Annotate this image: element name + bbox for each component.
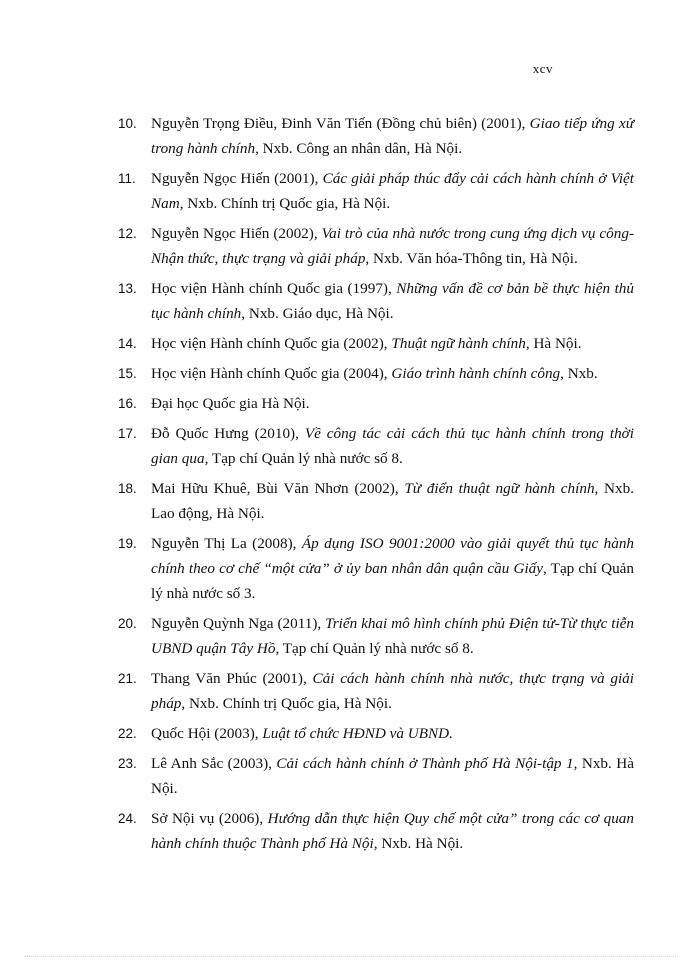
reference-publisher: , Tạp chí Quản lý nhà nước số 3. xyxy=(151,560,634,602)
reference-publisher: Nxb. Hà Nội. xyxy=(377,835,464,852)
reference-item xyxy=(118,361,634,386)
reference-item xyxy=(118,391,634,416)
reference-title: Vai trò của nhà nước trong cung ứng dịch vụ công-Nhận thức, thực trạng và giải pháp xyxy=(151,225,634,267)
reference-text xyxy=(151,276,634,326)
reference-text xyxy=(151,531,634,606)
reference-text xyxy=(151,611,634,661)
reference-publisher: , Nxb. xyxy=(560,365,598,382)
reference-author: Học viện Hành chính Quốc gia (2004), xyxy=(151,365,392,382)
reference-author: Đại học Quốc gia Hà Nội. xyxy=(151,395,310,412)
reference-list xyxy=(118,111,634,861)
reference-publisher: , Nxb. Chính trị Quốc gia, Hà Nội. xyxy=(181,695,392,712)
reference-item xyxy=(118,221,634,271)
reference-text xyxy=(151,666,634,716)
reference-publisher: , Nxb. Chính trị Quốc gia, Hà Nội. xyxy=(179,195,391,212)
reference-text xyxy=(151,391,634,416)
reference-author: Sở Nội vụ (2006), xyxy=(151,810,268,827)
reference-author: Nguyễn Trọng Điều, Đinh Văn Tiến (Đồng chủ biên) (2001), xyxy=(151,115,530,132)
reference-number: 20. xyxy=(118,616,137,631)
reference-title: Cải cách hành chính nhà nước, thực trạng và giải pháp xyxy=(151,670,634,712)
reference-text xyxy=(151,751,634,801)
reference-item xyxy=(118,421,634,471)
reference-item xyxy=(118,721,634,746)
reference-title: Các giải pháp thúc đẩy cải cách hành chính ở Việt Nam xyxy=(151,170,634,212)
reference-text xyxy=(151,111,634,161)
reference-title: Từ điển thuật ngữ hành chính xyxy=(404,480,595,497)
reference-item xyxy=(118,806,634,856)
reference-title: Triển khai mô hình chính phủ Điện tử-Từ thực tiễn UBND quận Tây Hồ xyxy=(151,615,635,657)
reference-author: Quốc Hội (2003), xyxy=(151,725,263,742)
reference-author: Học viện Hành chính Quốc gia (2002), xyxy=(151,335,392,352)
reference-number: 12. xyxy=(118,226,137,241)
reference-author: Đỗ Quốc Hưng (2010), xyxy=(151,425,305,442)
reference-item xyxy=(118,276,634,326)
reference-author: Nguyễn Ngọc Hiến (2001), xyxy=(151,170,323,187)
reference-item xyxy=(118,611,634,661)
reference-title: Những vấn đề cơ bản bề thực hiện thủ tục hành chính xyxy=(151,280,634,322)
reference-publisher: , Nxb. Văn hóa-Thông tin, Hà Nội. xyxy=(365,250,578,267)
reference-author: Nguyễn Quỳnh Nga (2011), xyxy=(151,615,326,632)
reference-item xyxy=(118,331,634,356)
reference-number: 14. xyxy=(118,336,137,351)
reference-title: Thuật ngữ hành chính xyxy=(391,335,526,352)
reference-item xyxy=(118,111,634,161)
reference-item xyxy=(118,166,634,216)
reference-publisher: , Nxb. Công an nhân dân, Hà Nội. xyxy=(255,140,463,157)
reference-number: 22. xyxy=(118,726,137,741)
reference-number: 21. xyxy=(118,671,137,686)
reference-number: 17. xyxy=(118,426,137,441)
reference-author: Lê Anh Sắc (2003), xyxy=(151,755,277,772)
reference-text xyxy=(151,421,634,471)
reference-item xyxy=(118,666,634,716)
reference-title: Về công tác cải cách thủ tục hành chính trong thời gian qua xyxy=(151,425,634,467)
reference-author: Thang Văn Phúc (2001), xyxy=(151,670,313,687)
reference-item xyxy=(118,751,634,801)
reference-title: Hướng dẫn thực hiện Quy chế một cửa” trong các cơ quan hành chính thuộc Thành phố Hà Nội, xyxy=(151,810,634,852)
reference-title: Giáo trình hành chính công xyxy=(391,365,561,382)
page-number: xcv xyxy=(532,61,553,76)
reference-number: 15. xyxy=(118,366,137,381)
reference-author: Học viện Hành chính Quốc gia (1997), xyxy=(151,280,397,297)
reference-number: 19. xyxy=(118,536,137,551)
reference-title: Luật tổ chức HĐND và UBND. xyxy=(262,725,453,742)
reference-publisher: , Nxb. Giáo dục, Hà Nội. xyxy=(241,305,394,322)
reference-number: 18. xyxy=(118,481,137,496)
reference-number: 23. xyxy=(118,756,137,771)
page-bottom-divider xyxy=(24,956,676,957)
reference-author: Mai Hữu Khuê, Bùi Văn Nhơn (2002), xyxy=(151,480,405,497)
reference-number: 24. xyxy=(118,811,137,826)
reference-title: Cải cách hành chính ở Thành phố Hà Nội-tập 1 xyxy=(276,755,574,772)
reference-text xyxy=(151,331,634,356)
reference-text xyxy=(151,476,634,526)
reference-publisher: , Nxb. Lao động, Hà Nội. xyxy=(151,480,635,522)
reference-number: 13. xyxy=(118,281,137,296)
reference-title: Giao tiếp ứng xử trong hành chính xyxy=(151,115,634,157)
reference-text xyxy=(151,166,634,216)
reference-number: 11. xyxy=(118,171,136,186)
reference-publisher: , Nxb. Hà Nội. xyxy=(151,755,634,797)
reference-item xyxy=(118,531,634,606)
reference-item xyxy=(118,476,634,526)
reference-publisher: , Hà Nội. xyxy=(525,335,582,352)
reference-number: 10. xyxy=(118,116,137,131)
reference-publisher: , Tạp chí Quản lý nhà nước số 8. xyxy=(275,640,474,657)
reference-text xyxy=(151,361,634,386)
reference-author: Nguyễn Ngọc Hiến (2002), xyxy=(151,225,322,242)
reference-author: Nguyễn Thị La (2008), xyxy=(151,535,302,552)
reference-number: 16. xyxy=(118,396,137,411)
reference-text xyxy=(151,721,634,746)
reference-text xyxy=(151,806,634,856)
reference-title: Áp dụng ISO 9001:2000 vào giải quyết thủ tục hành chính theo cơ chế “một cửa” ở ủy ban nhân dân quận cầu Giấy xyxy=(151,535,635,577)
reference-publisher: , Tạp chí Quản lý nhà nước số 8. xyxy=(204,450,403,467)
reference-text xyxy=(151,221,634,271)
